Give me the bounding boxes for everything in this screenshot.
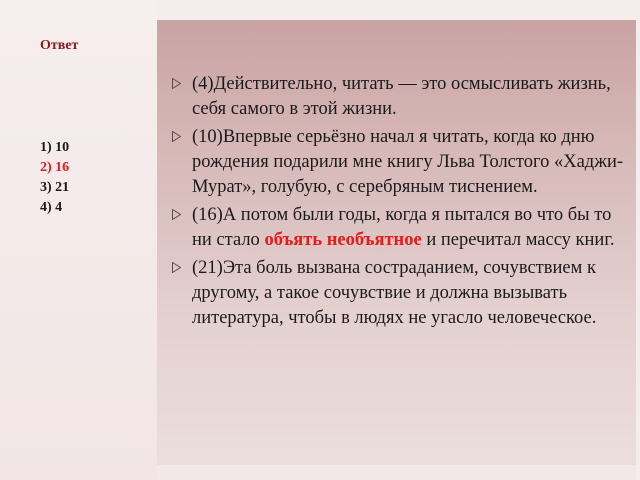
top-strip xyxy=(157,0,640,20)
arrow-triangle-bullet-icon xyxy=(172,131,181,142)
bullet-emphasis: объять необъятное xyxy=(264,230,422,250)
bullet-item xyxy=(172,125,628,200)
bullet-text-before: (16)А потом были годы, когда я пытался во что бы то ни стало xyxy=(192,205,612,250)
answer-option-1: 1) 10 xyxy=(40,140,70,155)
arrow-triangle-bullet-icon xyxy=(172,262,181,273)
answer-title: Ответ xyxy=(40,38,79,53)
right-edge xyxy=(636,0,640,480)
arrow-triangle-bullet-icon xyxy=(172,209,181,220)
answer-option-3: 3) 21 xyxy=(40,180,70,195)
bullet-text: (21)Эта боль вызвана состраданием, сочувствием к другому, а такое сочувствие и должна вызывать литература, чтобы в людях не угасло человеческое. xyxy=(192,258,597,328)
arrow-triangle-bullet-icon xyxy=(172,78,181,89)
answer-option-2: 2) 16 xyxy=(40,160,70,175)
bullet-text: (10)Впервые серьёзно начал я читать, когда ко дню рождения подарили мне книгу Льва Толстого «Хаджи-Мурат», голубую, с серебряным тиснением. xyxy=(192,127,624,197)
bullet-item xyxy=(172,256,628,331)
bullet-item xyxy=(172,72,628,122)
answer-list xyxy=(40,138,69,218)
bullet-text: (4)Действительно, читать — это осмысливать жизнь, себя самого в этой жизни. xyxy=(192,74,611,119)
left-panel xyxy=(0,0,157,480)
bullet-item xyxy=(172,203,628,253)
bullet-list xyxy=(172,72,628,334)
bullet-text-after: и перечитал массу книг. xyxy=(421,230,615,250)
answer-option-4: 4) 4 xyxy=(40,200,63,215)
